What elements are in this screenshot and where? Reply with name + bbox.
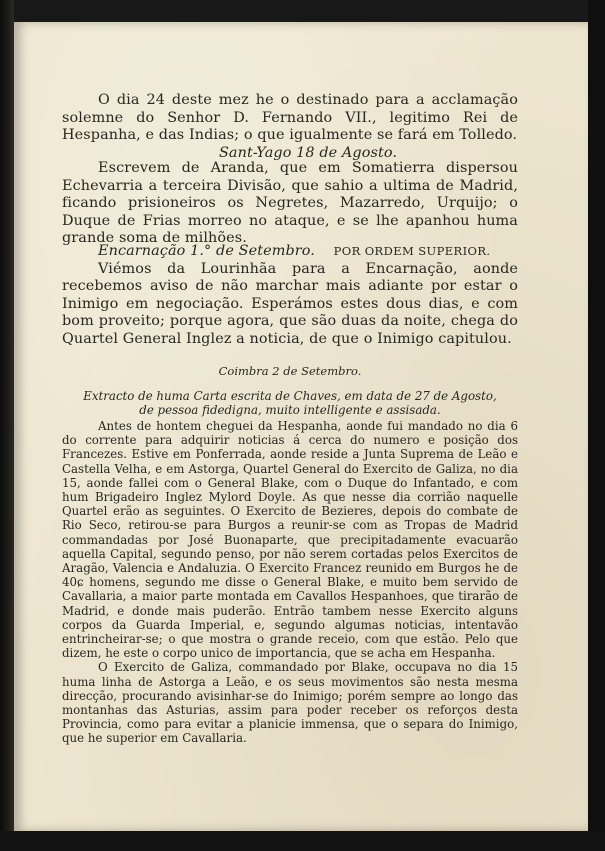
book-gutter [0, 0, 14, 851]
paragraph-acclamation [62, 92, 518, 162]
paragraph-encarnacao-body: Viémos da Lourinhãa para a Encarnação, aonde recebemos aviso de não marchar mais adiante por estar o Inimigo em negociação. Esperámos estes dous dias, e com bom proveito; porque agora, que são duas da noite, chega do Quartel General Inglez a noticia, de que o Inimigo capitulou. [62, 260, 518, 347]
paragraph-aranda: Escrevem de Aranda, que em Somatierra dispersou Echevarria a terceira Divisão, que sahio a ultima de Madrid, ficando prisioneiros os Negretes, Mazarredo, Urquijo; o Duque de Frias morreo no ataque, e se lhe apanhou huma grande soma de milhões. [62, 160, 518, 246]
dateline-sant-yago: Sant-Yago 18 de Agosto. [218, 144, 398, 161]
letter-body [62, 419, 518, 746]
paragraph-acclamation-text: O dia 24 deste mez he o destinado para a acclamação solemne do Senhor D. Fernando VII., legitimo Rei de Hespanha, e das Indias; o que igualmente se fará em Tolledo. [62, 92, 518, 143]
letter-heading [62, 390, 518, 417]
right-edge [588, 0, 605, 851]
dateline-encarnacao: Encarnação 1.° de Setembro. [98, 243, 315, 259]
dateline-coimbra: Coimbra 2 de Setembro. [218, 364, 362, 378]
letter-paragraph-2: O Exercito de Galiza, commandado por Blake, occupava no dia 15 huma linha de Astorga a Leão, e os seus movimentos são nesta mesma direcção, procurando avisinhar-se do Inimigo; porém sempre ao longo das montanhas das Asturias, assim para poder receber os reforços desta Provincia, como para evitar a planicie immensa, que o separa do Inimigo, que he superior em Cavallaria. [62, 660, 518, 746]
bottom-edge [0, 831, 605, 851]
letter-heading-line1: Extracto de huma Carta escrita de Chaves, em data de 27 de Agosto, [83, 389, 497, 403]
letter-heading-line2: de pessoa fidedigna, muito intelligente e assisada. [139, 402, 441, 417]
letter-paragraph-1: Antes de hontem cheguei da Hespanha, aonde fui mandado no dia 6 do corrente para adquirir noticias á cerca do numero e posição dos Francezes. Estive em Ponferrada, aonde reside a Junta Suprema de Leão e Castella Velha, e em Astorga, Quartel General do Exercito de Galiza, no dia 15, aonde fallei com o General Blake, com o Duque do Infantado, e com hum Brigadeiro Inglez Mylord Doyle. As que nesse dia corrião naquelle Quartel erão as seguintes. O Exercito de Bezieres, depois do combate de Rio Seco, retirou-se para Burgos a reunir-se com as Tropas de Madrid commandadas por José Buonaparte, que precipitadamente evacuarão aquella Capital, segundo penso, por não serem cortadas pelos Exercitos de Aragão, Valencia e Andaluzia. O Exercito Francez reunido em Burgos he de 40ɕ homens, segundo me disse o General Blake, e muito bem servido de Cavallaria, a maior parte montada em Cavallos Hespanhoes, que tirarão de Madrid, e donde mais puderão. Entrão tambem nesse Exercito alguns corpos da Guarda Imperial, e, segundo algumas noticias, intentavão entrincheirar-se; o que mostra o grande receio, com que estão. Pelo que dizem, he este o corpo unico de importancia, que se acha em Hespanha. [62, 419, 518, 661]
paragraph-encarnacao [62, 243, 518, 348]
por-ordem-superior: POR ORDEM SUPERIOR. [333, 244, 491, 258]
